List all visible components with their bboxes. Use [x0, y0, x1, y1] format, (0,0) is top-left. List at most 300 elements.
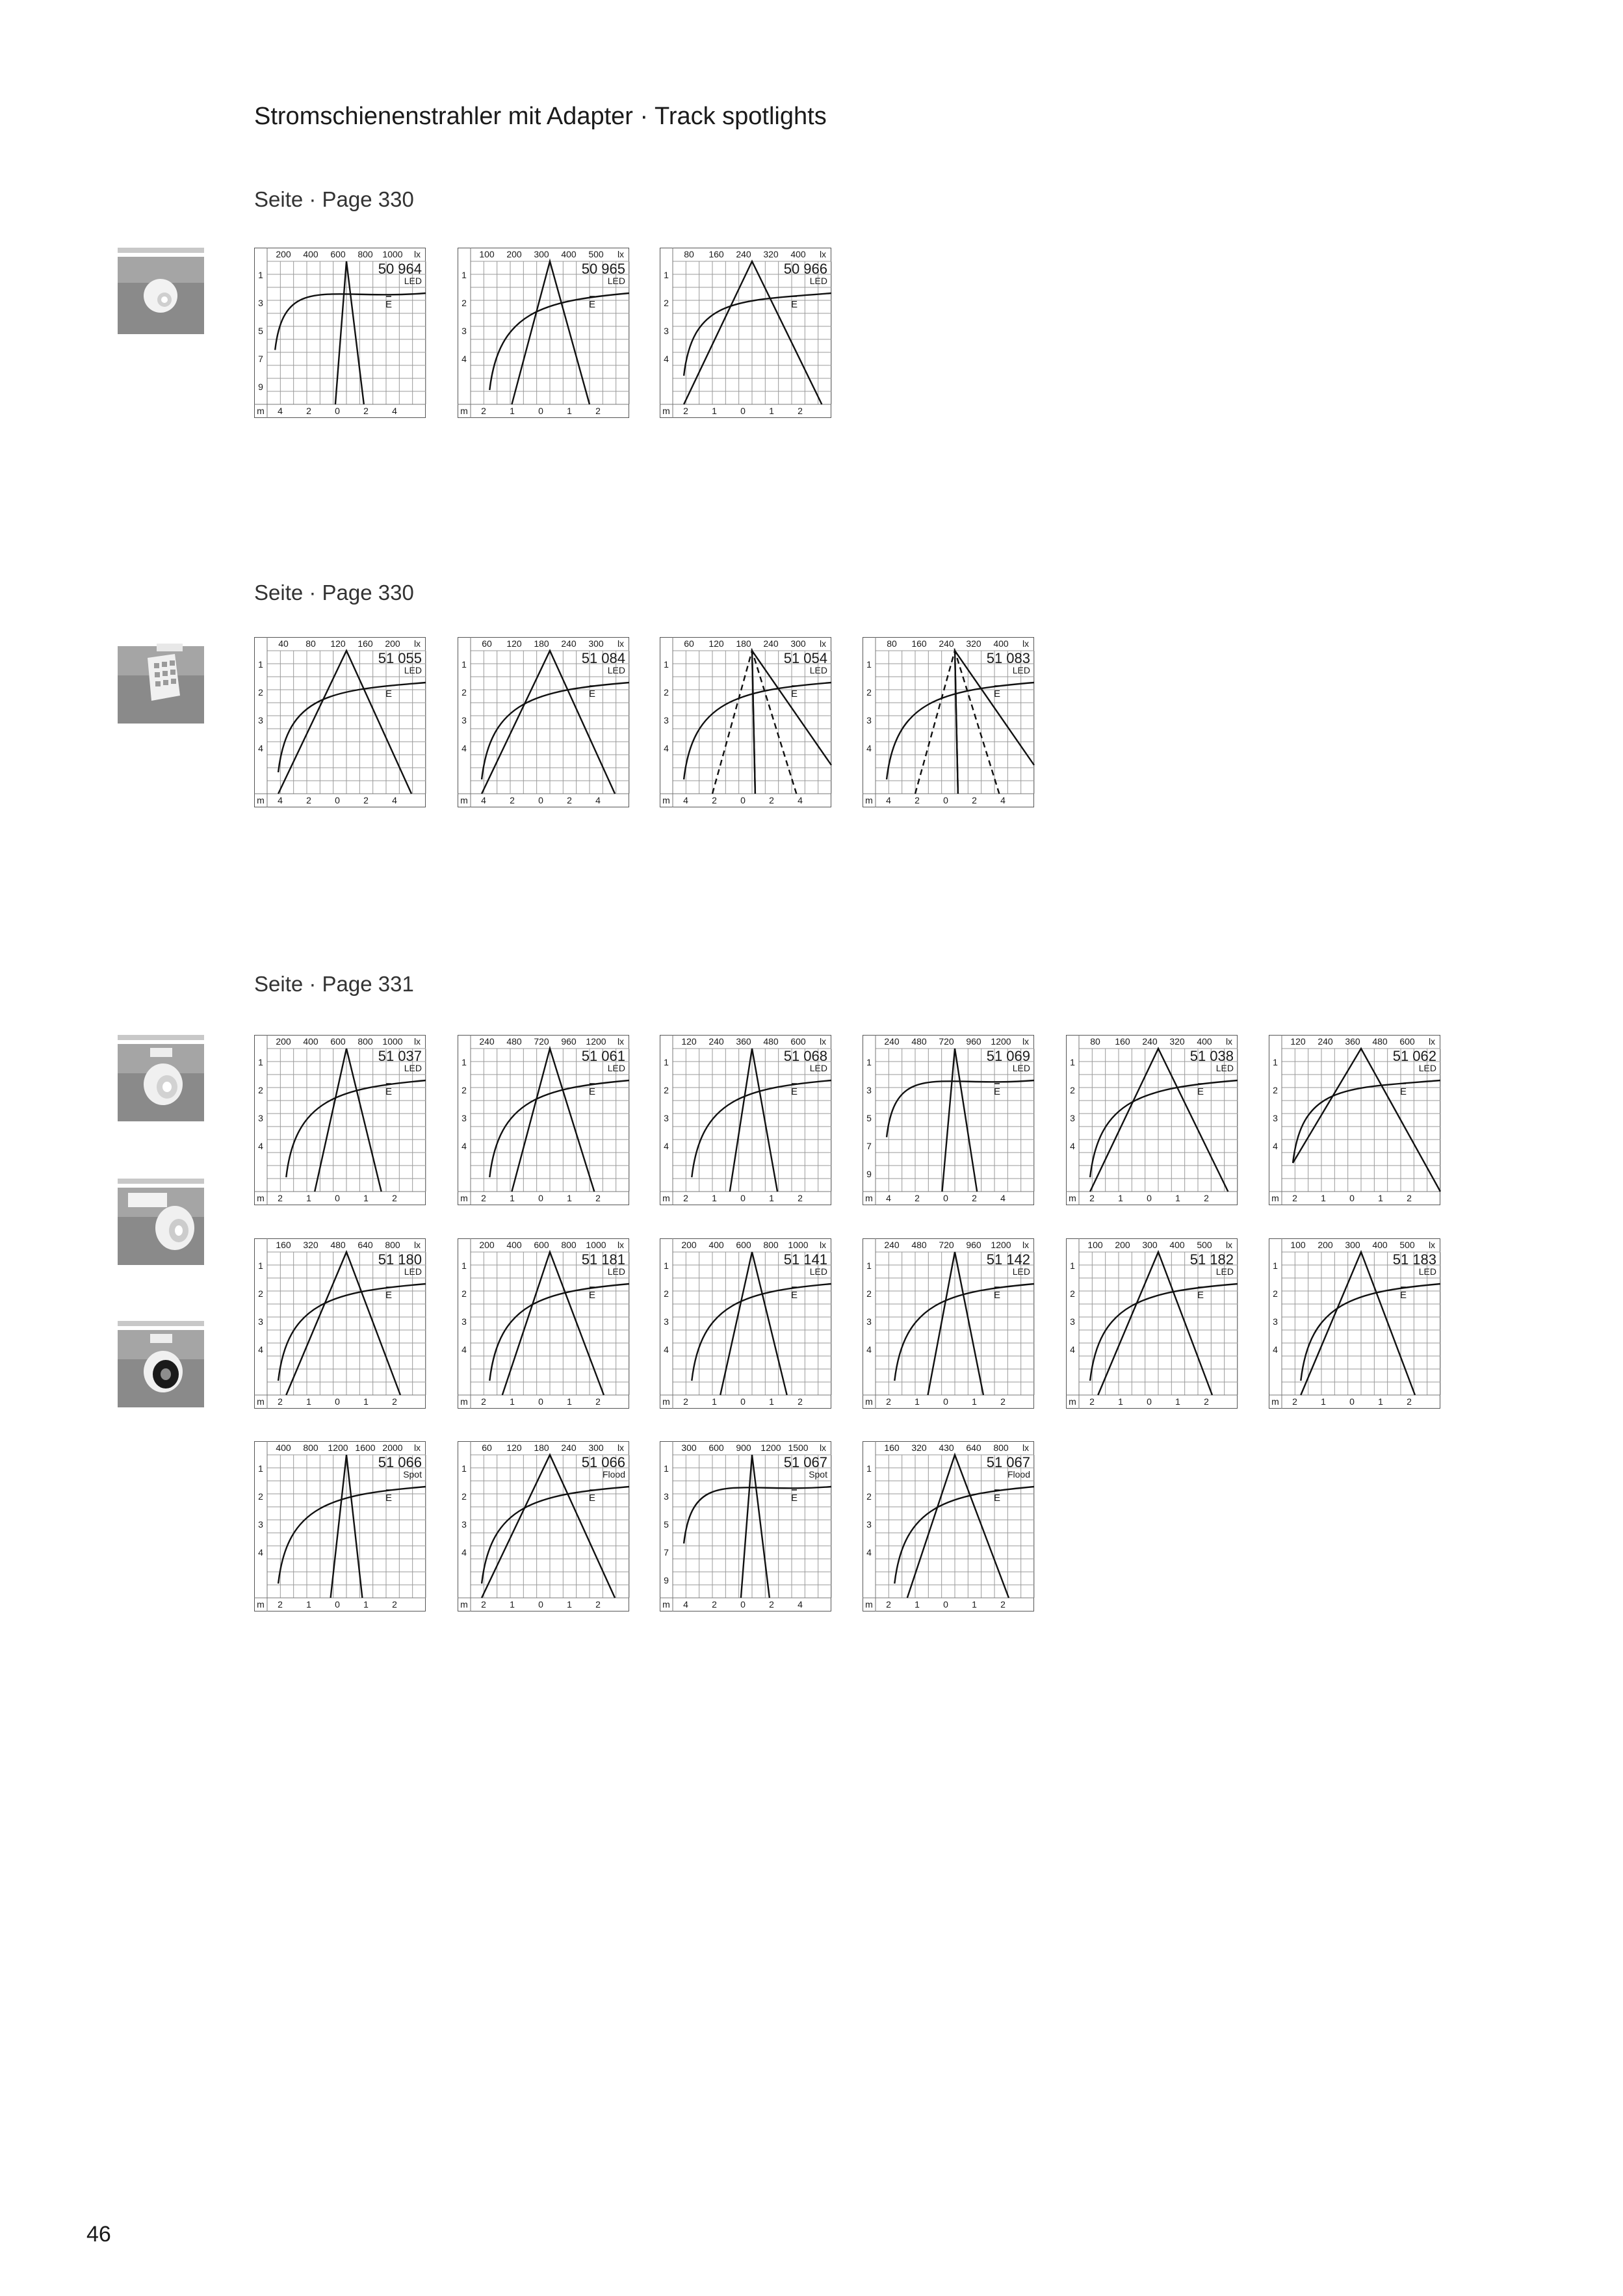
- meter-unit-label: m: [662, 1396, 670, 1407]
- light-type-label: LED: [607, 276, 625, 286]
- meter-tick-label: 4: [886, 1193, 891, 1203]
- meter-unit-label: m: [460, 1396, 468, 1407]
- lux-tick-label: 800: [357, 249, 373, 259]
- meter-tick-label: 4: [595, 795, 601, 805]
- distance-tick-label: 3: [1070, 1113, 1075, 1123]
- meter-tick-label: 2: [481, 1193, 486, 1203]
- lux-tick-label: 100: [479, 249, 495, 259]
- lux-tick-label: 1000: [788, 1240, 809, 1250]
- distance-tick-label: 2: [461, 1288, 467, 1299]
- light-type-label: LED: [1215, 1266, 1234, 1277]
- lux-tick-label: 240: [736, 249, 751, 259]
- distance-tick-label: 2: [1273, 1085, 1278, 1095]
- lux-unit-label: lx: [1225, 1240, 1233, 1250]
- article-number: 51 181: [581, 1251, 625, 1268]
- meter-tick-label: 0: [740, 1599, 746, 1610]
- lux-tick-label: 200: [276, 249, 291, 259]
- meter-tick-label: 0: [943, 1599, 948, 1610]
- lux-tick-label: 80: [305, 638, 316, 649]
- meter-tick-label: 2: [915, 795, 920, 805]
- meter-unit-label: m: [1271, 1193, 1279, 1203]
- distance-tick-label: 4: [461, 1141, 467, 1151]
- light-type-label: LED: [1012, 1063, 1030, 1073]
- lux-tick-label: 180: [534, 1442, 549, 1453]
- lux-tick-label: 240: [561, 1442, 577, 1453]
- distance-tick-label: 3: [258, 298, 263, 308]
- section-heading-3: Seite · Page 331: [254, 972, 414, 996]
- lux-tick-label: 400: [708, 1240, 724, 1250]
- distance-tick-label: 4: [866, 1547, 872, 1558]
- lux-unit-label: lx: [617, 249, 625, 259]
- lux-tick-label: 480: [1372, 1036, 1388, 1047]
- lux-tick-label: 2000: [382, 1442, 403, 1453]
- lux-unit-label: lx: [1022, 638, 1030, 649]
- lux-unit-label: lx: [819, 1240, 827, 1250]
- meter-tick-label: 4: [278, 406, 283, 416]
- meter-tick-label: 2: [595, 406, 601, 416]
- lux-tick-label: 320: [1169, 1036, 1185, 1047]
- illuminance-label: E: [993, 688, 1001, 699]
- spotlight-square-led-image: [118, 637, 204, 724]
- lux-tick-label: 400: [1169, 1240, 1185, 1250]
- distance-tick-label: 2: [664, 1085, 669, 1095]
- isolux-chart: [458, 248, 629, 418]
- meter-tick-label: 4: [392, 406, 397, 416]
- meter-tick-label: 2: [278, 1396, 283, 1407]
- illuminance-label: E: [790, 1493, 798, 1504]
- lux-tick-label: 200: [479, 1240, 495, 1250]
- meter-tick-label: 4: [683, 1599, 688, 1610]
- meter-tick-label: 2: [972, 795, 977, 805]
- meter-tick-label: 2: [1089, 1396, 1095, 1407]
- lux-tick-label: 600: [330, 1036, 346, 1047]
- meter-tick-label: 1: [972, 1599, 977, 1610]
- lux-unit-label: lx: [819, 249, 827, 259]
- isolux-chart: [458, 1441, 629, 1611]
- meter-unit-label: m: [662, 406, 670, 416]
- distance-tick-label: 1: [461, 1463, 467, 1474]
- lux-tick-label: 300: [534, 249, 549, 259]
- meter-tick-label: 0: [538, 406, 543, 416]
- meter-unit-label: m: [865, 1396, 873, 1407]
- isolux-chart: [863, 1238, 1034, 1409]
- isolux-chart: [254, 1035, 426, 1205]
- article-number: 51 183: [1392, 1251, 1436, 1268]
- lux-tick-label: 320: [911, 1442, 927, 1453]
- lux-tick-label: 800: [385, 1240, 400, 1250]
- meter-tick-label: 2: [392, 1599, 397, 1610]
- lux-unit-label: lx: [617, 1240, 625, 1250]
- meter-tick-label: 2: [392, 1193, 397, 1203]
- lux-tick-label: 320: [763, 249, 779, 259]
- lux-tick-label: 240: [561, 638, 577, 649]
- lux-tick-label: 120: [681, 1036, 697, 1047]
- meter-tick-label: 2: [683, 1396, 688, 1407]
- meter-tick-label: 1: [510, 1599, 515, 1610]
- illuminance-label: E: [385, 1290, 393, 1301]
- illuminance-label: E: [790, 299, 798, 310]
- lux-tick-label: 500: [588, 249, 604, 259]
- article-number: 51 083: [986, 650, 1030, 666]
- article-number: 50 964: [378, 261, 422, 277]
- isolux-chart: [254, 1441, 426, 1611]
- meter-tick-label: 0: [943, 795, 948, 805]
- distance-tick-label: 2: [866, 1491, 872, 1502]
- distance-tick-label: 3: [258, 1316, 263, 1327]
- illuminance-label: E: [790, 1290, 798, 1301]
- lux-tick-label: 240: [763, 638, 779, 649]
- lux-tick-label: 120: [1290, 1036, 1306, 1047]
- lux-tick-label: 640: [966, 1442, 981, 1453]
- isolux-chart: [458, 637, 629, 807]
- lux-tick-label: 300: [588, 1442, 604, 1453]
- lux-unit-label: lx: [1022, 1442, 1030, 1453]
- isolux-chart: [660, 637, 831, 807]
- distance-tick-label: 2: [461, 298, 467, 308]
- meter-tick-label: 1: [1321, 1396, 1326, 1407]
- meter-tick-label: 2: [510, 795, 515, 805]
- meter-tick-label: 2: [915, 1193, 920, 1203]
- meter-tick-label: 0: [538, 1193, 543, 1203]
- lux-tick-label: 500: [1399, 1240, 1415, 1250]
- lux-tick-label: 300: [790, 638, 806, 649]
- lux-tick-label: 400: [993, 638, 1009, 649]
- meter-tick-label: 0: [538, 1396, 543, 1407]
- meter-tick-label: 0: [335, 1599, 340, 1610]
- lux-tick-label: 800: [357, 1036, 373, 1047]
- lux-tick-label: 320: [303, 1240, 318, 1250]
- lux-unit-label: lx: [617, 1442, 625, 1453]
- distance-tick-label: 3: [866, 1085, 872, 1095]
- distance-tick-label: 3: [258, 715, 263, 725]
- meter-tick-label: 2: [712, 795, 717, 805]
- distance-tick-label: 1: [866, 1260, 872, 1271]
- distance-tick-label: 1: [258, 1057, 263, 1067]
- meter-tick-label: 4: [886, 795, 891, 805]
- distance-tick-label: 2: [461, 1491, 467, 1502]
- meter-tick-label: 4: [481, 795, 486, 805]
- distance-tick-label: 4: [866, 1344, 872, 1355]
- isolux-chart: [660, 1238, 831, 1409]
- light-type-label: LED: [404, 1063, 422, 1073]
- meter-tick-label: 1: [769, 1193, 774, 1203]
- distance-tick-label: 3: [461, 1113, 467, 1123]
- meter-unit-label: m: [662, 795, 670, 805]
- distance-tick-label: 2: [1070, 1085, 1075, 1095]
- isolux-chart: [660, 1441, 831, 1611]
- meter-tick-label: 1: [972, 1396, 977, 1407]
- lux-tick-label: 120: [708, 638, 724, 649]
- meter-unit-label: m: [257, 1599, 265, 1610]
- distance-tick-label: 2: [1273, 1288, 1278, 1299]
- distance-tick-label: 2: [461, 1085, 467, 1095]
- meter-tick-label: 1: [1118, 1193, 1123, 1203]
- meter-unit-label: m: [460, 406, 468, 416]
- lux-tick-label: 240: [479, 1036, 495, 1047]
- distance-tick-label: 2: [258, 1491, 263, 1502]
- lux-unit-label: lx: [413, 249, 421, 259]
- meter-tick-label: 1: [567, 1396, 572, 1407]
- lux-tick-label: 80: [887, 638, 897, 649]
- meter-unit-label: m: [460, 1193, 468, 1203]
- distance-tick-label: 3: [258, 1113, 263, 1123]
- isolux-chart: [863, 1441, 1034, 1611]
- lux-tick-label: 200: [681, 1240, 697, 1250]
- lux-tick-label: 800: [993, 1442, 1009, 1453]
- distance-tick-label: 1: [258, 1463, 263, 1474]
- distance-tick-label: 9: [258, 382, 263, 392]
- article-number: 51 067: [986, 1454, 1030, 1470]
- meter-unit-label: m: [257, 1193, 265, 1203]
- illuminance-label: E: [1399, 1086, 1407, 1097]
- article-number: 51 062: [1392, 1048, 1436, 1064]
- meter-tick-label: 2: [363, 406, 369, 416]
- lux-tick-label: 480: [506, 1036, 522, 1047]
- lux-tick-label: 1000: [382, 1036, 403, 1047]
- lux-tick-label: 800: [763, 1240, 779, 1250]
- lux-tick-label: 600: [708, 1442, 724, 1453]
- lux-tick-label: 800: [303, 1442, 318, 1453]
- illuminance-label: E: [790, 1086, 798, 1097]
- meter-tick-label: 1: [510, 406, 515, 416]
- light-type-label: LED: [607, 1266, 625, 1277]
- meter-tick-label: 1: [306, 1396, 311, 1407]
- meter-tick-label: 0: [740, 795, 746, 805]
- distance-tick-label: 4: [664, 743, 669, 753]
- lux-tick-label: 1200: [586, 1036, 606, 1047]
- distance-tick-label: 3: [664, 1316, 669, 1327]
- distance-tick-label: 5: [866, 1113, 872, 1123]
- lux-tick-label: 1000: [586, 1240, 606, 1250]
- distance-tick-label: 5: [258, 326, 263, 336]
- distance-tick-label: 1: [664, 1463, 669, 1474]
- meter-tick-label: 2: [595, 1396, 601, 1407]
- meter-tick-label: 4: [683, 795, 688, 805]
- lux-unit-label: lx: [413, 1240, 421, 1250]
- meter-tick-label: 2: [481, 406, 486, 416]
- illuminance-label: E: [385, 299, 393, 310]
- lux-tick-label: 100: [1087, 1240, 1103, 1250]
- lux-tick-label: 600: [736, 1240, 751, 1250]
- lux-tick-label: 600: [1399, 1036, 1415, 1047]
- distance-tick-label: 2: [866, 687, 872, 698]
- distance-tick-label: 4: [1273, 1344, 1278, 1355]
- meter-tick-label: 0: [943, 1193, 948, 1203]
- distance-tick-label: 2: [664, 687, 669, 698]
- meter-tick-label: 2: [278, 1599, 283, 1610]
- lux-tick-label: 240: [1318, 1036, 1333, 1047]
- lux-tick-label: 160: [276, 1240, 291, 1250]
- distance-tick-label: 2: [258, 1085, 263, 1095]
- meter-tick-label: 1: [306, 1599, 311, 1610]
- meter-tick-label: 4: [798, 1599, 803, 1610]
- illuminance-label: E: [588, 688, 596, 699]
- lux-unit-label: lx: [819, 1036, 827, 1047]
- lux-unit-label: lx: [617, 638, 625, 649]
- lux-tick-label: 400: [561, 249, 577, 259]
- lux-tick-label: 80: [1090, 1036, 1100, 1047]
- article-number: 51 069: [986, 1048, 1030, 1064]
- light-type-label: LED: [809, 1063, 827, 1073]
- distance-tick-label: 7: [866, 1141, 872, 1151]
- distance-tick-label: 4: [1273, 1141, 1278, 1151]
- meter-tick-label: 2: [798, 406, 803, 416]
- meter-tick-label: 2: [392, 1396, 397, 1407]
- meter-tick-label: 1: [363, 1193, 369, 1203]
- meter-tick-label: 2: [769, 795, 774, 805]
- lux-tick-label: 1200: [991, 1240, 1011, 1250]
- illuminance-label: E: [385, 688, 393, 699]
- meter-tick-label: 1: [306, 1193, 311, 1203]
- light-type-label: LED: [607, 1063, 625, 1073]
- article-number: 51 180: [378, 1251, 422, 1268]
- lux-tick-label: 160: [357, 638, 373, 649]
- meter-tick-label: 1: [769, 406, 774, 416]
- lux-unit-label: lx: [617, 1036, 625, 1047]
- lux-tick-label: 60: [482, 638, 492, 649]
- lux-tick-label: 240: [1142, 1036, 1158, 1047]
- lux-unit-label: lx: [413, 1442, 421, 1453]
- distance-tick-label: 4: [1070, 1141, 1075, 1151]
- article-number: 50 965: [581, 261, 625, 277]
- illuminance-label: E: [790, 688, 798, 699]
- light-type-label: LED: [404, 276, 422, 286]
- meter-tick-label: 1: [1378, 1193, 1383, 1203]
- meter-tick-label: 2: [481, 1396, 486, 1407]
- distance-tick-label: 1: [461, 1260, 467, 1271]
- distance-tick-label: 2: [258, 687, 263, 698]
- meter-tick-label: 1: [510, 1193, 515, 1203]
- article-number: 51 067: [783, 1454, 827, 1470]
- meter-tick-label: 1: [915, 1599, 920, 1610]
- lux-tick-label: 100: [1290, 1240, 1306, 1250]
- distance-tick-label: 1: [258, 1260, 263, 1271]
- meter-tick-label: 0: [740, 1396, 746, 1407]
- distance-tick-label: 3: [461, 1519, 467, 1530]
- page-title: Stromschienenstrahler mit Adapter · Track spotlights: [254, 103, 827, 130]
- article-number: 51 084: [581, 650, 625, 666]
- lux-tick-label: 400: [506, 1240, 522, 1250]
- distance-tick-label: 4: [461, 743, 467, 753]
- illuminance-label: E: [993, 1493, 1001, 1504]
- meter-tick-label: 2: [1204, 1396, 1209, 1407]
- lux-tick-label: 1600: [355, 1442, 376, 1453]
- distance-tick-label: 1: [664, 1260, 669, 1271]
- lux-tick-label: 480: [911, 1240, 927, 1250]
- meter-tick-label: 1: [1175, 1193, 1180, 1203]
- light-type-label: LED: [809, 665, 827, 675]
- meter-tick-label: 2: [683, 1193, 688, 1203]
- meter-tick-label: 2: [798, 1396, 803, 1407]
- illuminance-label: E: [588, 299, 596, 310]
- illuminance-label: E: [993, 1086, 1001, 1097]
- meter-unit-label: m: [257, 406, 265, 416]
- distance-tick-label: 3: [258, 1519, 263, 1530]
- meter-tick-label: 1: [712, 406, 717, 416]
- spotlight-cylinder-white-image: [118, 1035, 204, 1121]
- light-type-label: LED: [1012, 665, 1030, 675]
- distance-tick-label: 1: [866, 659, 872, 670]
- distance-tick-label: 3: [866, 715, 872, 725]
- lux-tick-label: 720: [939, 1036, 954, 1047]
- light-type-label: Spot: [403, 1469, 422, 1480]
- lux-tick-label: 120: [506, 1442, 522, 1453]
- lux-tick-label: 1200: [760, 1442, 781, 1453]
- lux-unit-label: lx: [1225, 1036, 1233, 1047]
- lux-tick-label: 240: [939, 638, 954, 649]
- meter-tick-label: 0: [1147, 1193, 1152, 1203]
- meter-tick-label: 2: [769, 1599, 774, 1610]
- lux-tick-label: 200: [276, 1036, 291, 1047]
- article-number: 51 068: [783, 1048, 827, 1064]
- lux-tick-label: 200: [1115, 1240, 1130, 1250]
- lux-tick-label: 400: [303, 1036, 318, 1047]
- lux-tick-label: 960: [561, 1036, 577, 1047]
- meter-tick-label: 4: [278, 795, 283, 805]
- illuminance-label: E: [588, 1493, 596, 1504]
- distance-tick-label: 1: [1273, 1057, 1278, 1067]
- distance-tick-label: 3: [1273, 1113, 1278, 1123]
- meter-tick-label: 2: [1292, 1193, 1297, 1203]
- article-number: 51 037: [378, 1048, 422, 1064]
- illuminance-label: E: [1197, 1086, 1204, 1097]
- distance-tick-label: 1: [664, 270, 669, 280]
- meter-tick-label: 2: [1292, 1396, 1297, 1407]
- meter-unit-label: m: [865, 1193, 873, 1203]
- distance-tick-label: 1: [461, 270, 467, 280]
- light-type-label: LED: [607, 665, 625, 675]
- spotlight-cylinder-large-image: [118, 1179, 204, 1265]
- distance-tick-label: 3: [866, 1316, 872, 1327]
- article-number: 51 055: [378, 650, 422, 666]
- lux-tick-label: 400: [303, 249, 318, 259]
- meter-tick-label: 2: [1000, 1396, 1006, 1407]
- light-type-label: Flood: [602, 1469, 625, 1480]
- lux-tick-label: 240: [708, 1036, 724, 1047]
- lux-tick-label: 600: [790, 1036, 806, 1047]
- lux-tick-label: 640: [357, 1240, 373, 1250]
- meter-tick-label: 2: [1407, 1396, 1412, 1407]
- meter-tick-label: 1: [1321, 1193, 1326, 1203]
- light-type-label: LED: [404, 665, 422, 675]
- meter-unit-label: m: [257, 795, 265, 805]
- distance-tick-label: 9: [866, 1169, 872, 1179]
- lux-tick-label: 400: [276, 1442, 291, 1453]
- meter-tick-label: 2: [1204, 1193, 1209, 1203]
- distance-tick-label: 4: [258, 1547, 263, 1558]
- lux-tick-label: 360: [736, 1036, 751, 1047]
- light-type-label: LED: [404, 1266, 422, 1277]
- lux-unit-label: lx: [1022, 1036, 1030, 1047]
- isolux-chart: [254, 1238, 426, 1409]
- isolux-chart: [1269, 1035, 1440, 1205]
- isolux-chart: [660, 1035, 831, 1205]
- lux-tick-label: 1000: [382, 249, 403, 259]
- meter-unit-label: m: [460, 1599, 468, 1610]
- meter-tick-label: 0: [538, 795, 543, 805]
- distance-tick-label: 2: [664, 298, 669, 308]
- distance-tick-label: 1: [866, 1463, 872, 1474]
- isolux-chart: [1066, 1035, 1238, 1205]
- meter-tick-label: 1: [712, 1193, 717, 1203]
- lux-tick-label: 400: [1197, 1036, 1212, 1047]
- distance-tick-label: 4: [258, 1344, 263, 1355]
- distance-tick-label: 5: [664, 1519, 669, 1530]
- meter-tick-label: 0: [335, 406, 340, 416]
- distance-tick-label: 3: [1273, 1316, 1278, 1327]
- isolux-chart: [458, 1035, 629, 1205]
- light-type-label: LED: [809, 276, 827, 286]
